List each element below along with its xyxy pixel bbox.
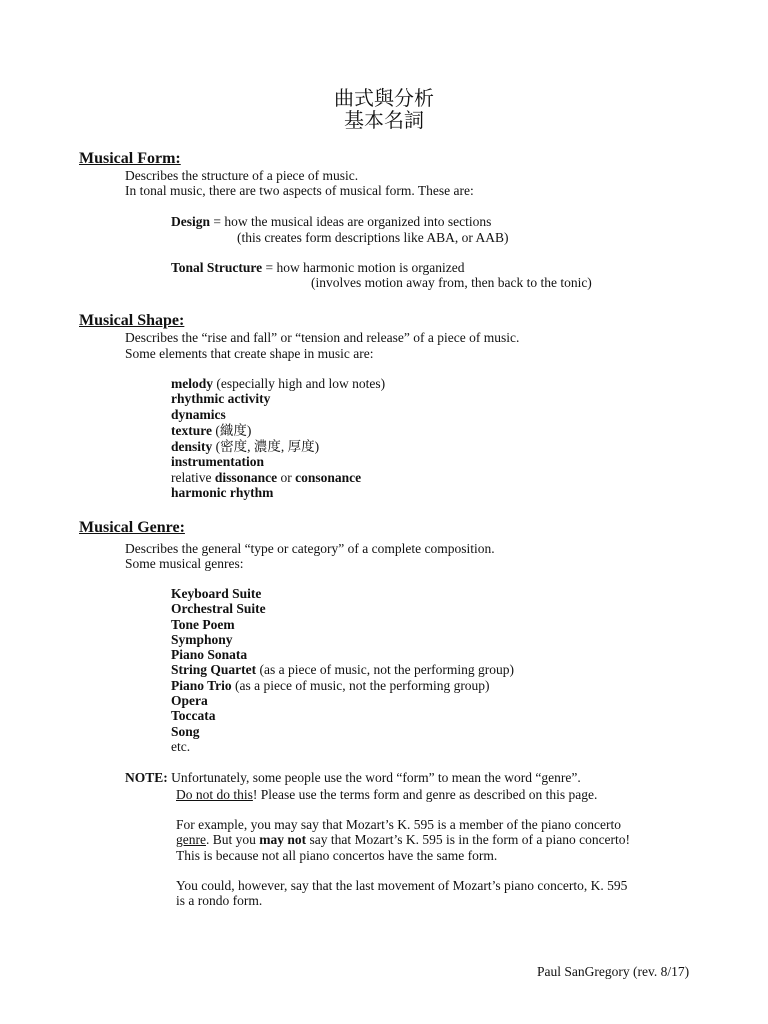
list-item bbox=[171, 678, 514, 693]
genre-desc-1: Describes the general “type or category” of a complete composition. bbox=[125, 541, 495, 556]
list-item: Song bbox=[171, 723, 200, 739]
list-item: Opera bbox=[171, 693, 208, 709]
genre-word: genre bbox=[176, 832, 206, 848]
melody-term: melody bbox=[171, 376, 213, 391]
note-text: Unfortunately, some people use the word “form” to mean the word “genre”. bbox=[167, 770, 581, 785]
list-item bbox=[171, 662, 514, 677]
piano-trio-term: Piano Trio bbox=[171, 677, 232, 693]
note-line-1 bbox=[125, 770, 581, 785]
form-desc-2: In tonal music, there are two aspects of musical form. These are: bbox=[125, 183, 474, 198]
list-item: Keyboard Suite bbox=[171, 586, 262, 601]
list-item: harmonic rhythm bbox=[171, 485, 274, 501]
form-heading: Musical Form: bbox=[79, 150, 181, 167]
ex1-text-a: . But you bbox=[205, 832, 260, 848]
list-item: instrumentation bbox=[171, 454, 265, 470]
genre-desc-2: Some musical genres: bbox=[125, 556, 244, 571]
shape-list bbox=[171, 376, 385, 500]
note-label: NOTE: bbox=[125, 770, 168, 785]
do-not-do-this: Do not do this bbox=[176, 787, 253, 802]
example-2 bbox=[176, 878, 627, 909]
genre-list bbox=[171, 586, 514, 754]
density-term: density bbox=[171, 439, 213, 455]
list-item: Symphony bbox=[171, 631, 233, 647]
example-2-line-1: You could, however, say that the last movement of Mozart’s piano concerto, K. 595 bbox=[176, 878, 628, 893]
list-item: dynamics bbox=[171, 406, 226, 422]
relative-text: relative bbox=[171, 469, 215, 485]
list-item bbox=[171, 376, 385, 391]
list-item: Piano Sonata bbox=[171, 647, 248, 663]
list-item: Toccata bbox=[171, 708, 216, 724]
density-note: (密度, 濃度, 厚度) bbox=[212, 439, 320, 455]
shape-desc-2: Some elements that create shape in music are: bbox=[125, 346, 374, 361]
example-1-line-3: This is because not all piano concertos have the same form. bbox=[176, 847, 498, 863]
title-line-2: 基本名詞 bbox=[344, 110, 424, 132]
texture-note: (織度) bbox=[211, 422, 252, 438]
example-2-line-2: is a rondo form. bbox=[176, 893, 263, 909]
title-line-1: 曲式與分析 bbox=[334, 88, 434, 110]
form-desc-1: Describes the structure of a piece of music. bbox=[125, 168, 359, 183]
list-item: rhythmic activity bbox=[171, 391, 271, 407]
design-term: Design bbox=[171, 214, 211, 229]
or-text: or bbox=[277, 469, 296, 485]
design-note: (this creates form descriptions like ABA, or AAB) bbox=[237, 230, 509, 245]
example-1 bbox=[176, 817, 630, 863]
piano-trio-note: (as a piece of music, not the performing group) bbox=[231, 677, 490, 693]
tonal-def: = how harmonic motion is organized bbox=[262, 260, 465, 275]
footer-credit: Paul SanGregory (rev. 8/17) bbox=[537, 964, 690, 979]
list-item bbox=[171, 439, 385, 454]
tonal-note: (involves motion away from, then back to the tonic) bbox=[311, 275, 592, 290]
list-item bbox=[171, 470, 385, 485]
texture-term: texture bbox=[171, 422, 212, 438]
string-quartet-term: String Quartet bbox=[171, 662, 257, 678]
consonance-term: consonance bbox=[295, 469, 362, 485]
list-item: Tone Poem bbox=[171, 616, 235, 632]
list-item: Orchestral Suite bbox=[171, 601, 266, 617]
page-title bbox=[0, 88, 768, 132]
genre-heading: Musical Genre: bbox=[79, 519, 185, 536]
shape-heading: Musical Shape: bbox=[79, 312, 185, 329]
ex1-text-b: say that Mozart’s K. 595 is in the form of a piano concerto! bbox=[306, 832, 631, 848]
example-1-line-1: For example, you may say that Mozart’s K. 595 is a member of the piano concerto bbox=[176, 817, 622, 832]
melody-note: (especially high and low notes) bbox=[213, 376, 386, 391]
design-def: = how the musical ideas are organized into sections bbox=[210, 214, 492, 229]
design-line bbox=[171, 214, 491, 229]
list-item: etc. bbox=[171, 738, 191, 754]
note-line-2-text: ! Please use the terms form and genre as described on this page. bbox=[252, 787, 598, 802]
example-1-line-2 bbox=[176, 832, 630, 847]
note-line-2 bbox=[176, 787, 597, 802]
tonal-line bbox=[171, 260, 464, 275]
tonal-term: Tonal Structure bbox=[171, 260, 263, 275]
shape-desc-1: Describes the “rise and fall” or “tension and release” of a piece of music. bbox=[125, 330, 520, 345]
list-item bbox=[171, 423, 385, 438]
may-not: may not bbox=[259, 832, 307, 848]
string-quartet-note: (as a piece of music, not the performing group) bbox=[256, 662, 515, 678]
dissonance-term: dissonance bbox=[214, 469, 278, 485]
